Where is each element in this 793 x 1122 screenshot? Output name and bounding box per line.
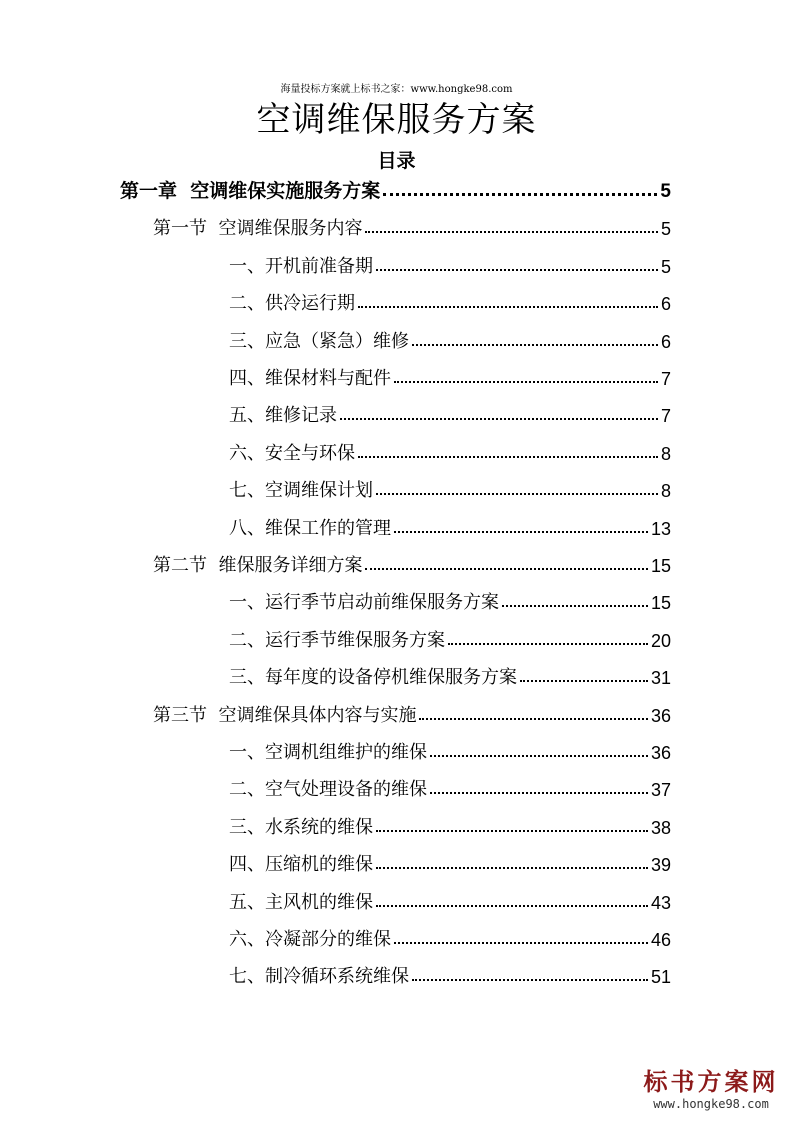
toc-heading: 目录 xyxy=(377,150,416,172)
toc-entry-page: 5 xyxy=(660,219,671,240)
toc-dot-leader xyxy=(340,418,658,420)
toc-entry-page: 5 xyxy=(660,256,671,277)
toc-entry-label: 八、维保工作的管理 xyxy=(229,517,391,539)
toc-entry-page: 15 xyxy=(650,593,671,614)
toc-dot-leader xyxy=(394,531,648,533)
toc-entry[interactable] xyxy=(229,771,671,801)
watermark-url: www.hongke98.com xyxy=(653,1097,769,1111)
toc-entry-label: 七、空调维保计划 xyxy=(229,480,373,502)
toc-entry-label: 四、压缩机的维保 xyxy=(229,854,373,876)
toc-entry-page: 20 xyxy=(650,630,671,651)
toc-entry-page: 6 xyxy=(660,294,671,315)
toc-dot-leader xyxy=(365,568,648,570)
toc-entry-page: 31 xyxy=(650,668,671,689)
toc-entry[interactable] xyxy=(120,173,671,203)
watermark-brand: 标书方案网 xyxy=(643,1068,779,1096)
toc-entry-page: 13 xyxy=(650,518,671,539)
toc-entry-label: 四、维保材料与配件 xyxy=(229,368,391,389)
toc-dot-leader xyxy=(358,306,658,308)
toc-dot-leader xyxy=(430,792,648,794)
toc-entry[interactable] xyxy=(229,435,671,465)
toc-entry-page: 39 xyxy=(650,855,671,876)
toc-entry-page: 8 xyxy=(660,481,671,502)
toc-dot-leader xyxy=(394,381,658,383)
toc-entry[interactable] xyxy=(229,360,671,390)
toc-entry-label: 二、空气处理设备的维保 xyxy=(229,779,427,801)
toc-entry-label: 六、安全与环保 xyxy=(229,442,355,464)
toc-entry[interactable] xyxy=(229,285,671,315)
toc-dot-leader xyxy=(412,979,648,981)
toc-dot-leader xyxy=(448,643,648,645)
header-note: 海量投标方案就上标书之家：www.hongke98.com xyxy=(280,84,513,95)
toc-entry[interactable] xyxy=(229,472,671,502)
toc-entry-label: 三、水系统的维保 xyxy=(229,816,373,838)
toc-entry-label: 六、冷凝部分的维保 xyxy=(229,929,391,950)
toc-entry[interactable] xyxy=(229,809,671,839)
toc-dot-leader xyxy=(358,456,658,458)
toc-entry-label: 二、供冷运行期 xyxy=(229,293,355,315)
toc-entry-page: 7 xyxy=(660,369,671,389)
toc-entry-label: 五、维修记录 xyxy=(229,405,337,427)
toc-dot-leader xyxy=(419,718,648,720)
toc-entry-label: 第一章 空调维保实施服务方案 xyxy=(120,180,381,202)
toc-entry[interactable] xyxy=(229,846,671,876)
toc-entry-page: 46 xyxy=(650,930,671,950)
toc-entry[interactable] xyxy=(153,210,671,240)
toc-entry-label: 五、主风机的维保 xyxy=(229,891,373,913)
toc-dot-leader xyxy=(376,493,658,495)
toc-dot-leader xyxy=(376,269,658,271)
toc-entry-label: 三、应急（紧急）维修 xyxy=(229,330,409,352)
toc-entry-page: 7 xyxy=(660,406,671,427)
toc-dot-leader xyxy=(376,830,648,832)
toc-entry[interactable] xyxy=(229,734,671,764)
toc-entry-label: 一、空调机组维护的维保 xyxy=(229,742,427,763)
toc-entry[interactable] xyxy=(229,884,671,914)
toc-entry[interactable] xyxy=(229,510,671,540)
toc-entry-label: 七、制冷循环系统维保 xyxy=(229,966,409,988)
toc-entry-page: 36 xyxy=(650,705,671,726)
toc-entry-page: 38 xyxy=(650,817,671,838)
toc-entry[interactable] xyxy=(229,958,671,988)
toc-entry[interactable] xyxy=(229,622,671,652)
watermark-logo xyxy=(636,1068,786,1112)
toc-dot-leader xyxy=(520,680,648,682)
toc-entry-label: 一、运行季节启动前维保服务方案 xyxy=(229,592,499,614)
toc-entry[interactable] xyxy=(229,584,671,614)
toc-entry-page: 15 xyxy=(650,556,671,576)
toc-entry-label: 第二节 维保服务详细方案 xyxy=(153,555,363,576)
toc-entry[interactable] xyxy=(229,397,671,427)
toc-entry[interactable] xyxy=(229,248,671,278)
toc-entry-label: 第一节 空调维保服务内容 xyxy=(153,218,363,240)
toc-entry-label: 三、每年度的设备停机维保服务方案 xyxy=(229,667,517,689)
toc-entry-page: 6 xyxy=(660,331,671,352)
toc-dot-leader xyxy=(412,344,658,346)
toc-dot-leader xyxy=(430,755,648,757)
toc-entry[interactable] xyxy=(229,323,671,353)
toc-entry-page: 36 xyxy=(650,743,671,763)
document-title: 空调维保服务方案 xyxy=(256,100,537,140)
toc-dot-leader xyxy=(502,605,648,607)
toc-entry-page: 43 xyxy=(650,892,671,913)
toc-entry-label: 一、开机前准备期 xyxy=(229,255,373,277)
toc-entry[interactable] xyxy=(153,547,671,577)
toc-entry-page: 8 xyxy=(660,443,671,464)
toc-entry[interactable] xyxy=(153,697,671,727)
toc-entry[interactable] xyxy=(229,659,671,689)
toc-dot-leader xyxy=(394,942,648,944)
toc-entry-page: 37 xyxy=(650,780,671,801)
toc-entry-page: 5 xyxy=(660,181,671,202)
toc-entry-page: 51 xyxy=(650,967,671,988)
toc-dot-leader xyxy=(376,867,648,869)
toc-dot-leader xyxy=(365,231,658,233)
toc-dot-leader xyxy=(383,193,657,196)
toc-entry-label: 第三节 空调维保具体内容与实施 xyxy=(153,704,417,726)
toc-entry-label: 二、运行季节维保服务方案 xyxy=(229,629,445,651)
toc-entry[interactable] xyxy=(229,921,671,951)
toc-dot-leader xyxy=(376,905,648,907)
